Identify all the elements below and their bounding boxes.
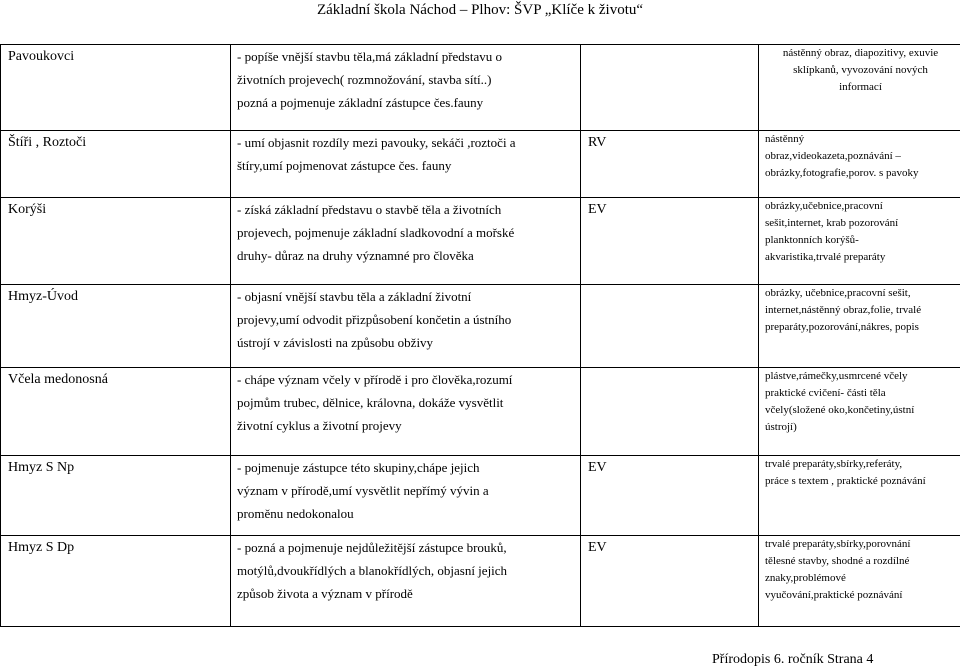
teaching-aids-line: včely(složené oko,končetiny,ústní xyxy=(765,404,915,416)
outcome-line: projevech, pojmenuje základní sladkovodní a mořské xyxy=(237,225,515,240)
teaching-aids-line: vyučování,praktické poznávání xyxy=(765,589,903,601)
outcome-line: - pozná a pojmenuje nejdůležitější zástupce brouků, xyxy=(237,540,507,555)
page-footer: Přírodopis 6. ročník Strana 4 xyxy=(712,652,874,667)
outcome-line: - umí objasnit rozdíly mezi pavouky, sekáči ,roztoči a xyxy=(237,135,516,150)
outcome-line: význam v přírodě,umí vysvětlit nepřímý vývin a xyxy=(237,483,489,498)
topic-cell: Včela medonosná xyxy=(1,368,231,456)
cross-topic-code-cell xyxy=(581,368,759,456)
teaching-aids-line: plástve,rámečky,usmrcené včely xyxy=(765,370,908,382)
outcome-line: - chápe význam včely v přírodě i pro člověka,rozumí xyxy=(237,372,513,387)
table-row xyxy=(1,45,960,131)
teaching-aids-line: obrázky,učebnice,pracovní xyxy=(765,200,883,212)
topic-cell: Hmyz S Np xyxy=(1,456,231,536)
outcome-line: štíry,umí pojmenovat zástupce čes. fauny xyxy=(237,158,452,173)
cross-topic-code-cell xyxy=(581,285,759,368)
outcome-cell xyxy=(231,45,581,131)
teaching-aids-cell xyxy=(759,45,960,131)
table-row xyxy=(1,285,960,368)
outcome-line: - získá základní představu o stavbě těla a životních xyxy=(237,202,502,217)
teaching-aids-line: praktické cvičení- části těla xyxy=(765,387,886,399)
outcome-line: - pojmenuje zástupce této skupiny,chápe jejich xyxy=(237,460,480,475)
teaching-aids-line: sklípkanů, vyvozování nových xyxy=(793,64,928,76)
outcome-cell xyxy=(231,368,581,456)
teaching-aids-line: planktonních korýšů- xyxy=(765,234,859,246)
outcome-cell xyxy=(231,536,581,627)
teaching-aids-line: informací xyxy=(839,81,882,93)
teaching-aids-cell xyxy=(759,285,960,368)
outcome-line: proměnu nedokonalou xyxy=(237,506,354,521)
teaching-aids-line: trvalé preparáty,sbírky,referáty, xyxy=(765,458,903,470)
teaching-aids-line: internet,nástěnný obraz,folie, trvalé xyxy=(765,304,922,316)
cross-topic-code-cell xyxy=(581,45,759,131)
teaching-aids-line: tělesné stavby, shodné a rozdílné xyxy=(765,555,910,567)
cross-topic-code-cell: EV xyxy=(581,456,759,536)
outcome-line: životních projevech( rozmnožování, stavba sítí..) xyxy=(237,72,492,87)
teaching-aids-line: nástěnný xyxy=(765,133,805,145)
teaching-aids-line: obraz,videokazeta,poznávání – xyxy=(765,150,901,162)
outcome-line: - popíše vnější stavbu těla,má základní představu o xyxy=(237,49,502,64)
table-row xyxy=(1,131,960,198)
teaching-aids-line: obrázky,fotografie,porov. s pavoky xyxy=(765,167,919,179)
topic-cell: Hmyz S Dp xyxy=(1,536,231,627)
teaching-aids-cell xyxy=(759,536,960,627)
outcome-line: pojmům trubec, dělnice, královna, dokáže vysvětlit xyxy=(237,395,504,410)
outcome-line: ústrojí v závislosti na způsobu obživy xyxy=(237,335,434,350)
cross-topic-code-cell: EV xyxy=(581,536,759,627)
topic-cell: Korýši xyxy=(1,198,231,285)
curriculum-table xyxy=(0,44,960,627)
teaching-aids-line: ústrojí) xyxy=(765,421,797,433)
topic-cell: Hmyz-Úvod xyxy=(1,285,231,368)
outcome-line: životní cyklus a životní projevy xyxy=(237,418,402,433)
teaching-aids-cell xyxy=(759,198,960,285)
teaching-aids-line: obrázky, učebnice,pracovní sešit, xyxy=(765,287,911,299)
outcome-line: projevy,umí odvodit přizpůsobení končetin a ústního xyxy=(237,312,512,327)
teaching-aids-line: preparáty,pozorování,nákres, popis xyxy=(765,321,919,333)
teaching-aids-line: trvalé preparáty,sbírky,porovnání xyxy=(765,538,911,550)
topic-cell: Štíři , Roztoči xyxy=(1,131,231,198)
teaching-aids-line: nástěnný obraz, diapozitivy, exuvie xyxy=(782,47,939,59)
outcome-line: pozná a pojmenuje základní zástupce čes.fauny xyxy=(237,95,484,110)
teaching-aids-line: sešit,internet, krab pozorování xyxy=(765,217,899,229)
outcome-line: motýlů,dvoukřídlých a blanokřídlých, objasní jejich xyxy=(237,563,508,578)
teaching-aids-line: znaky,problémové xyxy=(765,572,846,584)
outcome-line: druhy- důraz na druhy významné pro člověka xyxy=(237,248,474,263)
teaching-aids-cell xyxy=(759,131,960,198)
page-header: Základní škola Náchod – Plhov: ŠVP „Klíče k životu“ xyxy=(316,2,644,18)
table-row xyxy=(1,456,960,536)
outcome-cell xyxy=(231,198,581,285)
table-row xyxy=(1,536,960,627)
outcome-cell xyxy=(231,131,581,198)
teaching-aids-line: práce s textem , praktické poznávání xyxy=(765,475,926,487)
table-row xyxy=(1,198,960,285)
cross-topic-code-cell: RV xyxy=(581,131,759,198)
outcome-cell xyxy=(231,285,581,368)
cross-topic-code-cell: EV xyxy=(581,198,759,285)
outcome-line: - objasní vnější stavbu těla a základní životní xyxy=(237,289,472,304)
table-row xyxy=(1,368,960,456)
outcome-line: způsob života a význam v přírodě xyxy=(237,586,413,601)
teaching-aids-line: akvaristika,trvalé preparáty xyxy=(765,251,886,263)
topic-cell: Pavoukovci xyxy=(1,45,231,131)
teaching-aids-cell xyxy=(759,368,960,456)
outcome-cell xyxy=(231,456,581,536)
teaching-aids-cell xyxy=(759,456,960,536)
